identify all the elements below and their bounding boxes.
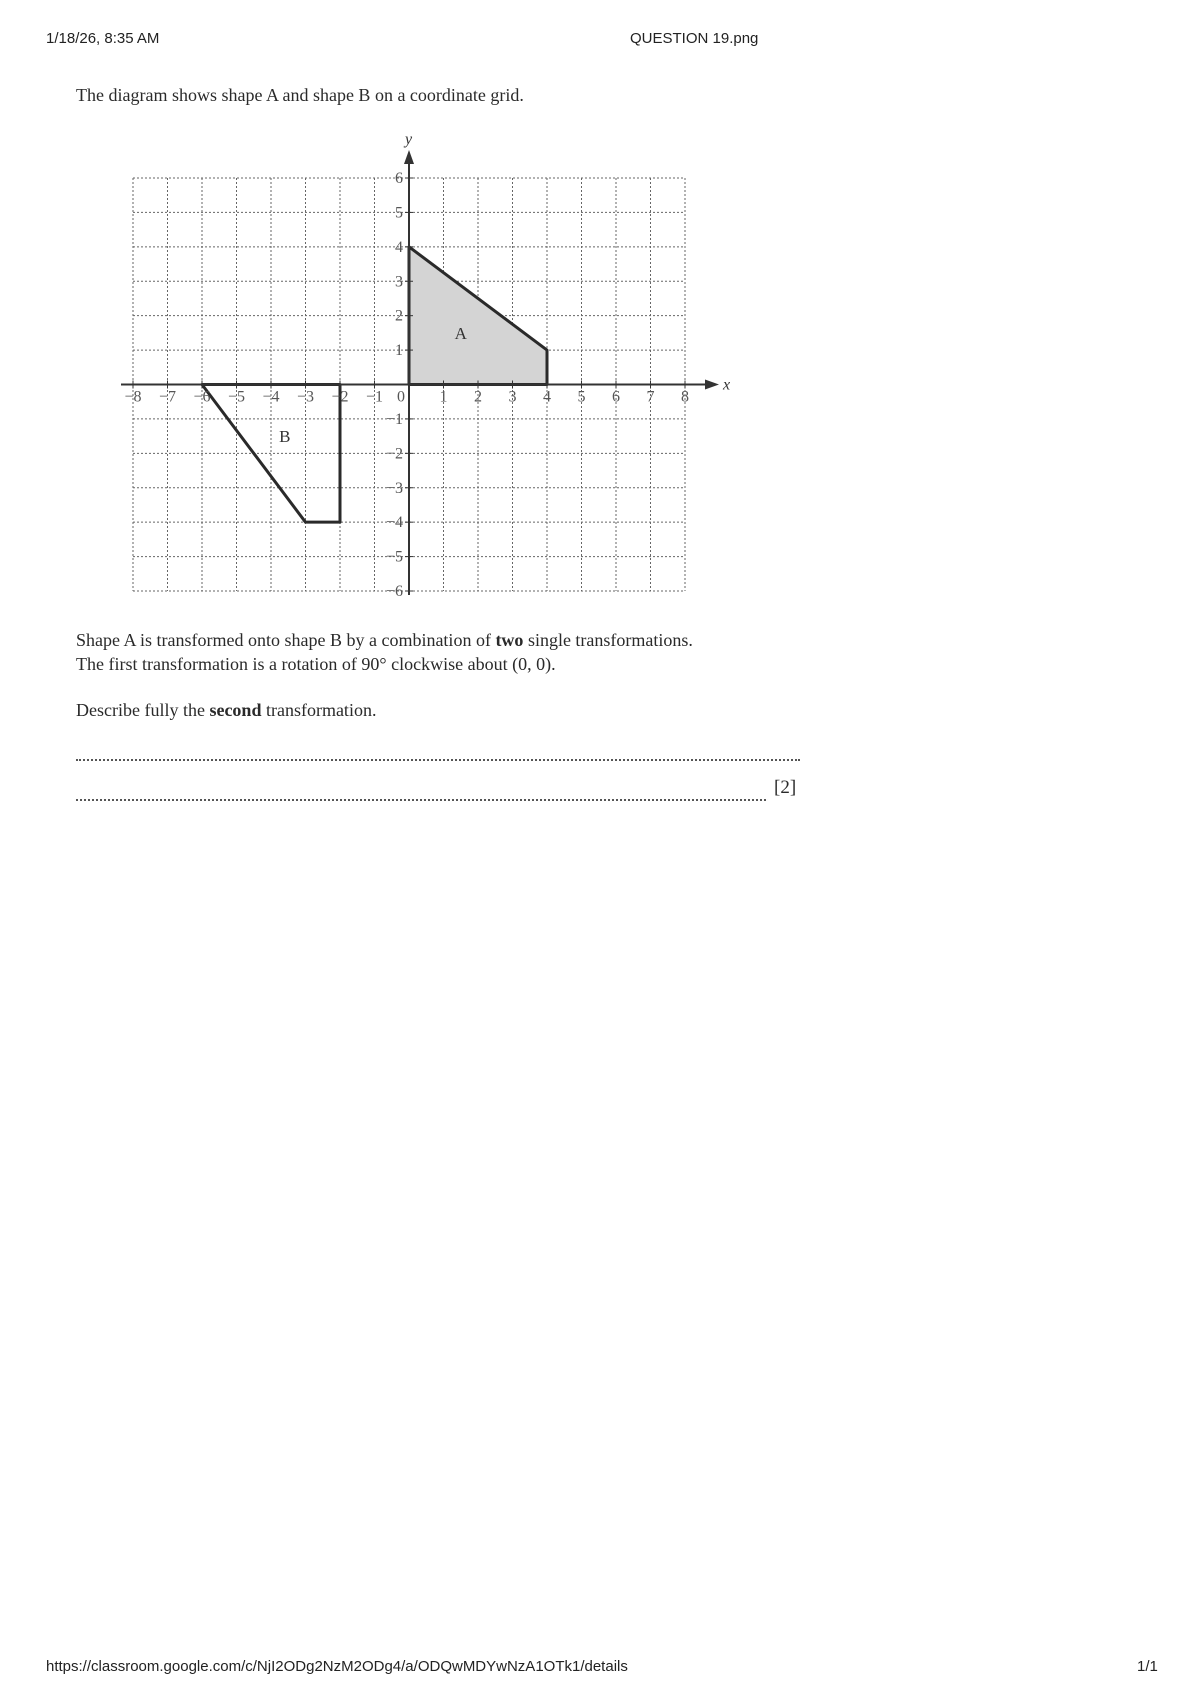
x-tick-label: −6	[193, 388, 211, 406]
print-url: https://classroom.google.com/c/NjI2ODg2NzM2ODg4/a/ODQwMDYwNzA1OTk1/details	[46, 1658, 628, 1675]
y-tick-label: −2	[385, 445, 403, 463]
x-axis-label: x	[723, 376, 731, 394]
emphasis-two: two	[495, 630, 524, 650]
x-tick-label: 8	[681, 388, 689, 406]
y-tick-label: 4	[395, 238, 403, 256]
y-tick-label: 3	[395, 273, 403, 291]
x-tick-label: 3	[508, 388, 517, 406]
shape-label-A: A	[454, 323, 467, 343]
answer-line-1[interactable]	[76, 759, 800, 761]
y-tick-label: 6	[395, 170, 403, 187]
x-tick-label: 4	[543, 388, 551, 406]
coordinate-grid-chart	[0, 0, 1200, 620]
x-tick-label: −4	[262, 388, 280, 406]
x-tick-label: −1	[365, 388, 384, 406]
y-tick-label: 5	[395, 204, 403, 222]
shape-label-B: B	[279, 427, 291, 447]
x-tick-label: 2	[474, 388, 482, 406]
y-tick-label: −3	[385, 479, 403, 497]
x-tick-label: 5	[577, 388, 586, 406]
x-tick-label: −5	[227, 388, 246, 406]
y-tick-label: −4	[385, 514, 403, 532]
y-tick-label: −1	[385, 410, 403, 428]
question-line-3: Describe fully the second transformation.	[76, 700, 377, 720]
x-tick-label: 1	[439, 388, 448, 406]
y-tick-label: −5	[385, 548, 403, 566]
x-tick-label: 7	[646, 388, 655, 406]
x-tick-label: −2	[331, 388, 349, 406]
answer-line-2[interactable]	[76, 799, 766, 801]
print-title: QUESTION 19.png	[630, 30, 759, 47]
x-axis-arrow-icon	[705, 380, 719, 390]
question-line-2: The first transformation is a rotation of 90° clockwise about (0, 0).	[76, 654, 556, 674]
y-tick-label: −6	[385, 583, 403, 600]
y-tick-label: 2	[395, 307, 403, 325]
emphasis-second: second	[209, 700, 262, 720]
question-intro: The diagram shows shape A and shape B on a coordinate grid.	[76, 85, 524, 105]
x-tick-label: −8	[124, 388, 142, 406]
x-tick-label: 6	[612, 388, 620, 406]
y-tick-label: 1	[395, 342, 403, 360]
print-timestamp: 1/18/26, 8:35 AM	[46, 30, 160, 47]
page-number: 1/1	[1137, 1658, 1158, 1675]
y-axis-arrow-icon	[404, 150, 414, 164]
question-line-1: Shape A is transformed onto shape B by a combination of two single transformations.	[76, 630, 693, 650]
x-tick-label: −3	[296, 388, 315, 406]
x-tick-label: −7	[158, 388, 177, 406]
y-axis-label: y	[405, 131, 413, 148]
x-tick-label: 0	[397, 388, 405, 406]
marks-label: [2]	[774, 777, 797, 798]
